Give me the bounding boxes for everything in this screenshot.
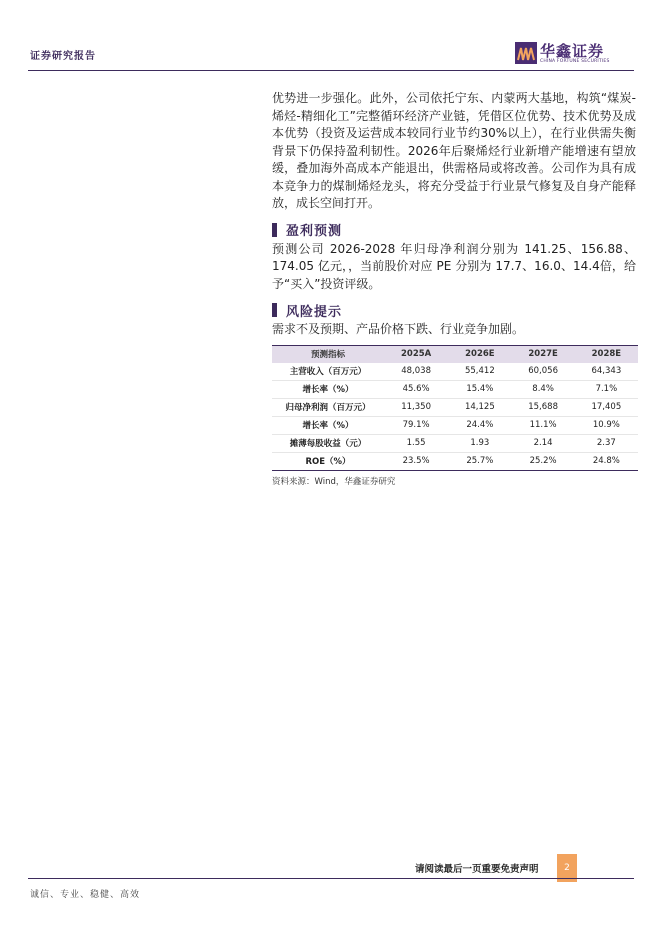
row-label: 增长率（%）: [272, 416, 384, 434]
row-label: 摊薄每股收益（元）: [272, 434, 384, 452]
table-cell: 79.1%: [384, 416, 448, 434]
risk-section-header: [272, 299, 636, 321]
row-label: 归母净利润（百万元）: [272, 398, 384, 416]
forecast-paragraph: 预测公司 2026-2028 年归母净利润分别为 141.25、156.88、174.05 亿元，，当前股价对应 PE 分别为 17.7、16.0、14.4倍，给予“买入”投资评级。: [272, 241, 636, 291]
logo-text-en: CHINA FORTUNE SECURITIES: [540, 59, 610, 64]
header-divider: [28, 70, 634, 71]
company-logo: [515, 40, 615, 68]
table-cell: 1.55: [384, 434, 448, 452]
report-type: 证券研究报告: [30, 51, 96, 62]
footer-divider: [28, 878, 634, 879]
forecast-table: [272, 345, 638, 471]
table-cell: 1.93: [448, 434, 511, 452]
table-cell: 2.14: [511, 434, 574, 452]
table-cell: 24.8%: [575, 452, 638, 470]
table-cell: 2.37: [575, 434, 638, 452]
table-cell: 24.4%: [448, 416, 511, 434]
forecast-section-header: [272, 219, 636, 241]
table-cell: 15.4%: [448, 380, 511, 398]
row-label: 主营收入（百万元）: [272, 363, 384, 381]
section-marker: [272, 303, 277, 317]
table-cell: 11.1%: [511, 416, 574, 434]
table-cell: 48,038: [384, 363, 448, 381]
table-header-cell: 2026E: [448, 345, 511, 363]
table-cell: 25.2%: [511, 452, 574, 470]
risk-paragraph: 需求不及预期、产品价格下跌、行业竞争加剧。: [272, 322, 525, 336]
table-row: [272, 434, 638, 452]
table-cell: 15,688: [511, 398, 574, 416]
footer-motto: 诚信、专业、稳健、高效: [30, 890, 141, 900]
table-row: [272, 380, 638, 398]
table-cell: 45.6%: [384, 380, 448, 398]
forecast-title: 盈利预测: [286, 224, 343, 239]
page-number: 2: [557, 854, 577, 882]
table-row: [272, 416, 638, 434]
table-header-cell: 2027E: [511, 345, 574, 363]
table-header-row: [272, 345, 638, 363]
table-cell: 60,056: [511, 363, 574, 381]
row-label: ROE（%）: [272, 452, 384, 470]
table-cell: 10.9%: [575, 416, 638, 434]
table-cell: 25.7%: [448, 452, 511, 470]
intro-paragraph: 优势进一步强化。此外，公司依托宁东、内蒙两大基地，构筑“煤炭-烯烃-精细化工”完整循环经济产业链，凭借区位优势、技术优势及成本优势（投资及运营成本较同行业节约30%以上），在行业供需失衡背景下仍保持盈利韧性。2026年后聚烯烃行业新增产能增速有望放缓，叠加海外高成本产能退出，供需格局或将改善。公司作为具有成本竞争力的煤制烯烃龙头，将充分受益于行业景气修复及自身产能释放，成长空间打开。: [272, 91, 636, 210]
table-row: [272, 363, 638, 381]
table-source: 资料来源：Wind，华鑫证券研究: [272, 476, 396, 487]
disclaimer-note: 请阅读最后一页重要免责声明: [415, 864, 539, 875]
table-cell: 23.5%: [384, 452, 448, 470]
logo-text-cn: 华鑫证券: [540, 42, 605, 60]
table-cell: 17,405: [575, 398, 638, 416]
table-cell: 8.4%: [511, 380, 574, 398]
table-cell: 7.1%: [575, 380, 638, 398]
table-header-cell: 2025A: [384, 345, 448, 363]
row-label: 增长率（%）: [272, 380, 384, 398]
table-header-cell: 2028E: [575, 345, 638, 363]
table-cell: 64,343: [575, 363, 638, 381]
risk-title: 风险提示: [286, 304, 343, 320]
main-content: [272, 90, 636, 487]
table-cell: 55,412: [448, 363, 511, 381]
section-marker: [272, 223, 277, 237]
logo-mark-icon: [515, 42, 537, 64]
table-row: [272, 452, 638, 470]
table-cell: 11,350: [384, 398, 448, 416]
table-cell: 14,125: [448, 398, 511, 416]
table-header-cell: 预测指标: [272, 345, 384, 363]
table-row: [272, 398, 638, 416]
